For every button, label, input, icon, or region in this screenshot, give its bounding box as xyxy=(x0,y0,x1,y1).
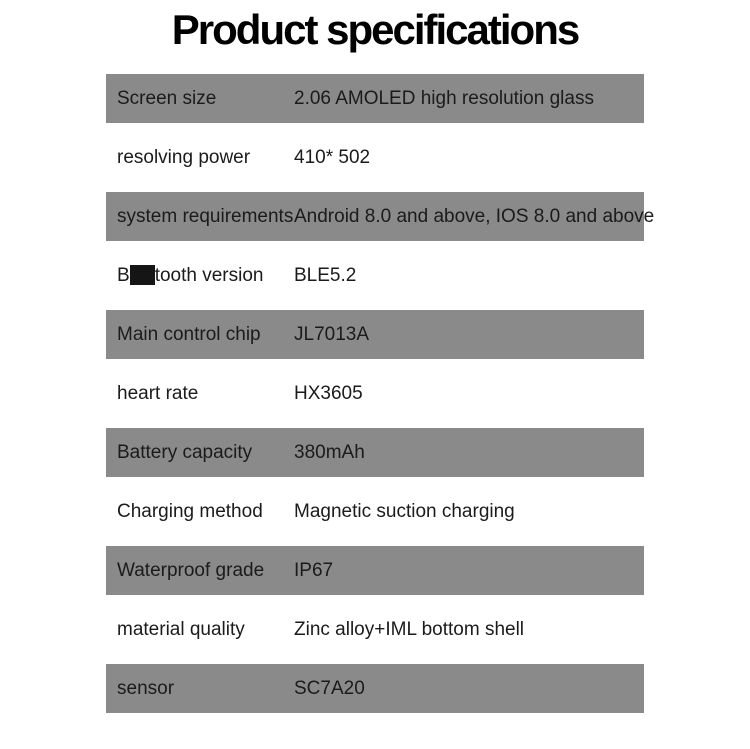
spec-value-battery-capacity: 380mAh xyxy=(294,441,365,463)
spec-table xyxy=(106,74,655,713)
spec-row-charging-method xyxy=(106,477,644,546)
spec-row-resolving-power xyxy=(106,123,644,192)
spec-value-system-requirements: Android 8.0 and above, IOS 8.0 and above xyxy=(294,205,655,227)
spec-row-system-requirements xyxy=(106,192,655,241)
spec-label-sensor: sensor xyxy=(117,677,175,699)
spec-row-heart-rate xyxy=(106,359,644,428)
label-prefix: B xyxy=(117,264,130,286)
spec-label-screen-size: Screen size xyxy=(117,87,217,109)
spec-label-heart-rate: heart rate xyxy=(117,382,199,404)
spec-label-bluetooth-version xyxy=(106,265,294,287)
spec-label-battery-capacity: Battery capacity xyxy=(117,441,253,463)
spec-row-bluetooth-version xyxy=(106,241,644,310)
spec-value-sensor: SC7A20 xyxy=(294,677,365,699)
spec-value-material-quality: Zinc alloy+IML bottom shell xyxy=(294,618,525,640)
spec-label-resolving-power: resolving power xyxy=(117,146,251,168)
spec-value-heart-rate: HX3605 xyxy=(294,382,363,404)
label-suffix: tooth version xyxy=(154,264,264,286)
redaction-box xyxy=(130,265,155,285)
spec-row-screen-size xyxy=(106,74,644,123)
spec-value-waterproof-grade: IP67 xyxy=(294,559,334,581)
spec-label-charging-method: Charging method xyxy=(117,500,263,522)
spec-label-system-requirements: system requirements xyxy=(117,205,294,227)
spec-row-main-control-chip xyxy=(106,310,644,359)
spec-value-screen-size: 2.06 AMOLED high resolution glass xyxy=(294,87,594,109)
spec-row-sensor xyxy=(106,664,644,713)
spec-label-waterproof-grade: Waterproof grade xyxy=(117,559,265,581)
spec-value-main-control-chip: JL7013A xyxy=(294,323,370,345)
page-title: Product specifications xyxy=(171,6,579,53)
spec-value-resolving-power: 410* 502 xyxy=(294,146,371,168)
spec-value-bluetooth-version: BLE5.2 xyxy=(294,264,357,286)
spec-row-waterproof-grade xyxy=(106,546,644,595)
spec-row-material-quality xyxy=(106,595,644,664)
spec-row-battery-capacity xyxy=(106,428,644,477)
spec-label-main-control-chip: Main control chip xyxy=(117,323,261,345)
spec-value-charging-method: Magnetic suction charging xyxy=(294,500,515,522)
spec-label-material-quality: material quality xyxy=(117,618,245,640)
